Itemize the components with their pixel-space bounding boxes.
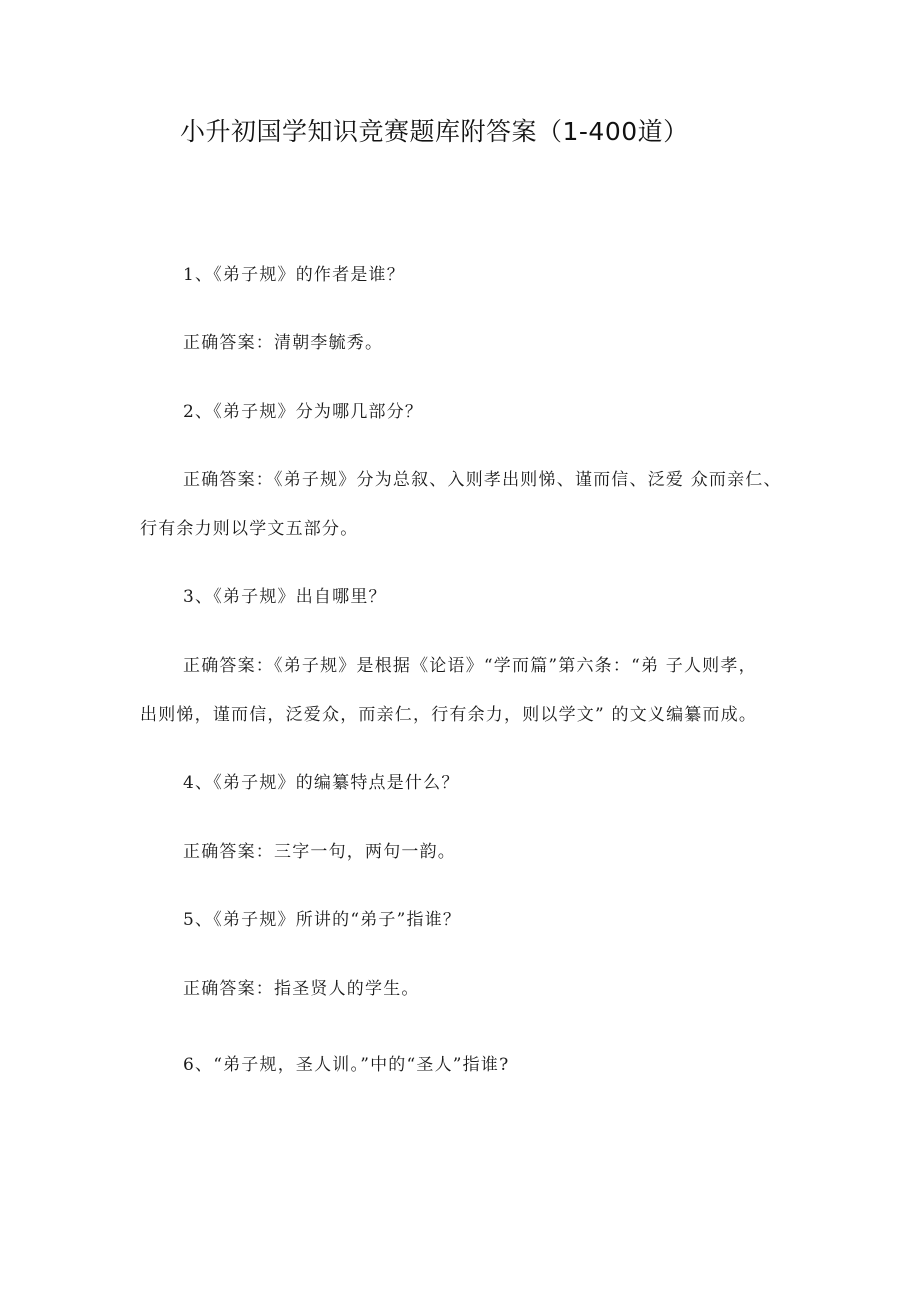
question-1: 1、《弟子规》的作者是谁？: [183, 265, 405, 285]
answer-1: 正确答案：清朝李毓秀。: [183, 333, 384, 353]
answer-2-line-1: 正确答案：《弟子规》分为总叙、入则孝出则悌、谨而信、泛爱 众而亲仁、: [183, 470, 782, 490]
question-2: 2、《弟子规》分为哪几部分？: [183, 402, 424, 422]
question-3: 3、《弟子规》出自哪里？: [183, 587, 387, 607]
answer-3-line-1: 正确答案：《弟子规》是根据《论语》“学而篇”第六条：“弟 子人则孝，: [183, 656, 757, 676]
question-5: 5、《弟子规》所讲的“弟子”指谁？: [183, 910, 462, 930]
answer-4: 正确答案：三字一句，两句一韵。: [183, 842, 456, 862]
answer-5: 正确答案：指圣贤人的学生。: [183, 979, 420, 999]
answer-2-line-2: 行有余力则以学文五部分。: [140, 519, 359, 539]
page-title: 小升初国学知识竞赛题库附答案（1-400道）: [180, 117, 689, 146]
answer-3-line-2: 出则悌，谨而信，泛爱众，而亲仁，行有余力，则以学文” 的文义编纂而成。: [140, 705, 758, 725]
question-4: 4、《弟子规》的编纂特点是什么？: [183, 773, 460, 793]
question-6: 6、“弟子规，圣人训。”中的“圣人”指谁?: [183, 1055, 510, 1075]
